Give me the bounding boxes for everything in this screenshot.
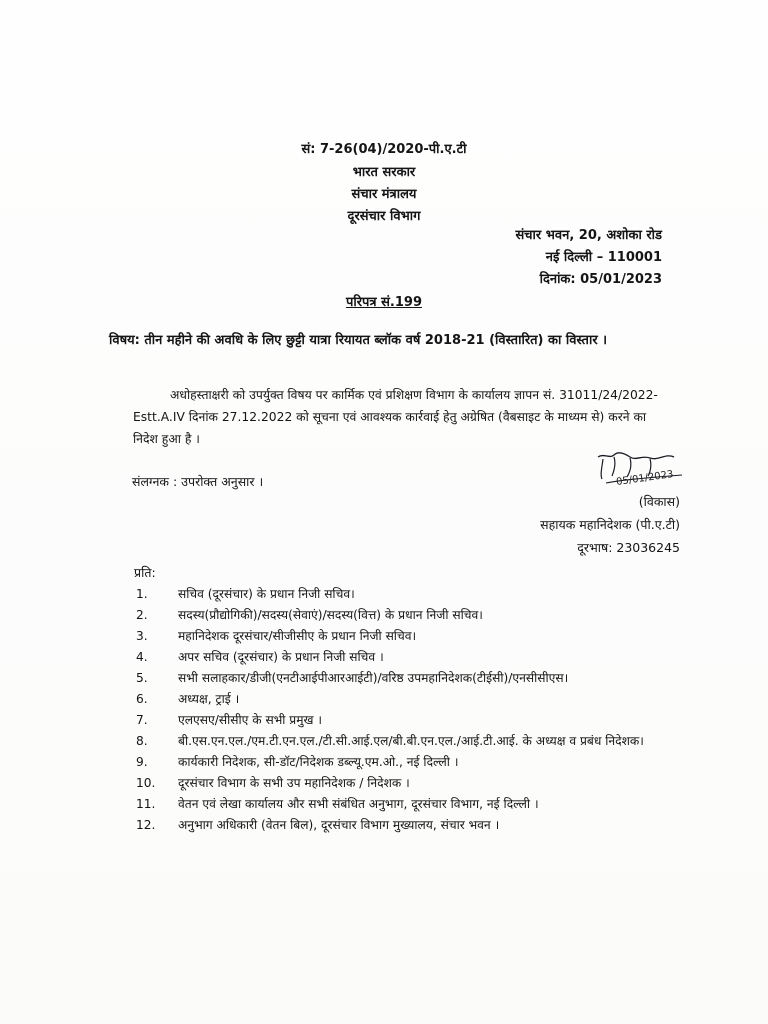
- list-text: दूरसंचार विभाग के सभी उप महानिदेशक / निदेशक ।: [178, 776, 410, 790]
- list-item: [136, 816, 696, 835]
- ministry-name: संचार मंत्रालय: [351, 187, 417, 202]
- signer-name: (विकास): [638, 494, 680, 509]
- list-item: [136, 795, 696, 814]
- list-number: 7.: [136, 713, 148, 727]
- signer-designation: सहायक महानिदेशक (पी.ए.टी): [540, 517, 680, 532]
- address-line-1: संचार भवन, 20, अशोका रोड: [515, 228, 662, 243]
- list-text: अनुभाग अधिकारी (वेतन बिल), दूरसंचार विभाग मुख्यालय, संचार भवन ।: [178, 818, 500, 832]
- recipients-list: [136, 585, 696, 835]
- government-name: भारत सरकार: [352, 165, 416, 180]
- list-text: अध्यक्ष, ट्राई ।: [178, 692, 240, 706]
- list-text: महानिदेशक दूरसंचार/सीजीसीए के प्रधान निजी सचिव।: [178, 629, 417, 643]
- list-item: [136, 648, 696, 667]
- list-text: सभी सलाहकार/डीजी(एनटीआईपीआरआईटी)/वरिष्ठ उपमहानिदेशक(टीईसी)/एनसीसीएस।: [178, 671, 569, 685]
- list-number: 8.: [136, 734, 148, 748]
- list-text: सदस्य(प्रौद्योगिकी)/सदस्य(सेवाएं)/सदस्य(वित्त) के प्रधान निजी सचिव।: [178, 608, 483, 622]
- list-item: [136, 627, 696, 646]
- list-number: 11.: [136, 797, 156, 811]
- list-text: अपर सचिव (दूरसंचार) के प्रधान निजी सचिव ।: [178, 650, 384, 664]
- enclosure-line: संलग्नक : उपरोक्त अनुसार ।: [132, 474, 264, 489]
- list-number: 9.: [136, 755, 148, 769]
- list-number: 1.: [136, 587, 148, 601]
- list-item: [136, 753, 696, 772]
- signature-date: 05/01/2023: [615, 469, 675, 488]
- list-item: [136, 732, 696, 751]
- list-text: सचिव (दूरसंचार) के प्रधान निजी सचिव।: [178, 587, 355, 601]
- list-number: 6.: [136, 692, 148, 706]
- body-paragraph: अधोहस्ताक्षरी को उपर्युक्त विषय पर कार्मिक एवं प्रशिक्षण विभाग के कार्यालय ज्ञापन सं. 31011/24/2022-Estt.A.IV दिनांक 27.12.2022 को सूचना एवं आवश्यक कार्रवाई हेतु अग्रेषित (वैबसाइट के माध्यम से) करने का निदेश हुआ है ।: [133, 388, 658, 446]
- list-text: बी.एस.एन.एल./एम.टी.एन.एल./टी.सी.आई.एल/बी.बी.एन.एल./आई.टी.आई. के अध्यक्ष व प्रबंध निदेशक।: [178, 734, 644, 748]
- list-text: वेतन एवं लेखा कार्यालय और सभी संबंधित अनुभाग, दूरसंचार विभाग, नई दिल्ली ।: [178, 797, 539, 811]
- recipients-label: प्रति:: [134, 565, 156, 580]
- date-line: दिनांक: 05/01/2023: [539, 272, 662, 287]
- address-line-2: नई दिल्ली – 110001: [545, 250, 662, 265]
- list-number: 2.: [136, 608, 148, 622]
- list-number: 4.: [136, 650, 148, 664]
- department-name: दूरसंचार विभाग: [347, 209, 421, 224]
- list-item: [136, 606, 696, 625]
- list-text: कार्यकारी निदेशक, सी-डॉट/निदेशक डब्ल्यू.एम.ओ., नई दिल्ली ।: [178, 755, 459, 769]
- list-item: [136, 669, 696, 688]
- reference-number: सं: 7-26(04)/2020-पी.ए.टी: [301, 142, 467, 157]
- list-number: 10.: [136, 776, 156, 790]
- list-number: 3.: [136, 629, 148, 643]
- list-text: एलएसए/सीसीए के सभी प्रमुख ।: [178, 713, 322, 727]
- list-number: 12.: [136, 818, 156, 832]
- list-item: [136, 774, 696, 793]
- list-item: [136, 585, 696, 604]
- subject-line: विषय: तीन महीने की अवधि के लिए छुट्टी यात्रा रियायत ब्लॉक वर्ष 2018-21 (विस्तारित) का विस्तार ।: [109, 333, 608, 348]
- list-item: [136, 690, 696, 709]
- signer-phone: दूरभाष: 23036245: [577, 540, 680, 555]
- list-number: 5.: [136, 671, 148, 685]
- circular-number: परिपत्र सं.199: [345, 295, 423, 310]
- list-item: [136, 711, 696, 730]
